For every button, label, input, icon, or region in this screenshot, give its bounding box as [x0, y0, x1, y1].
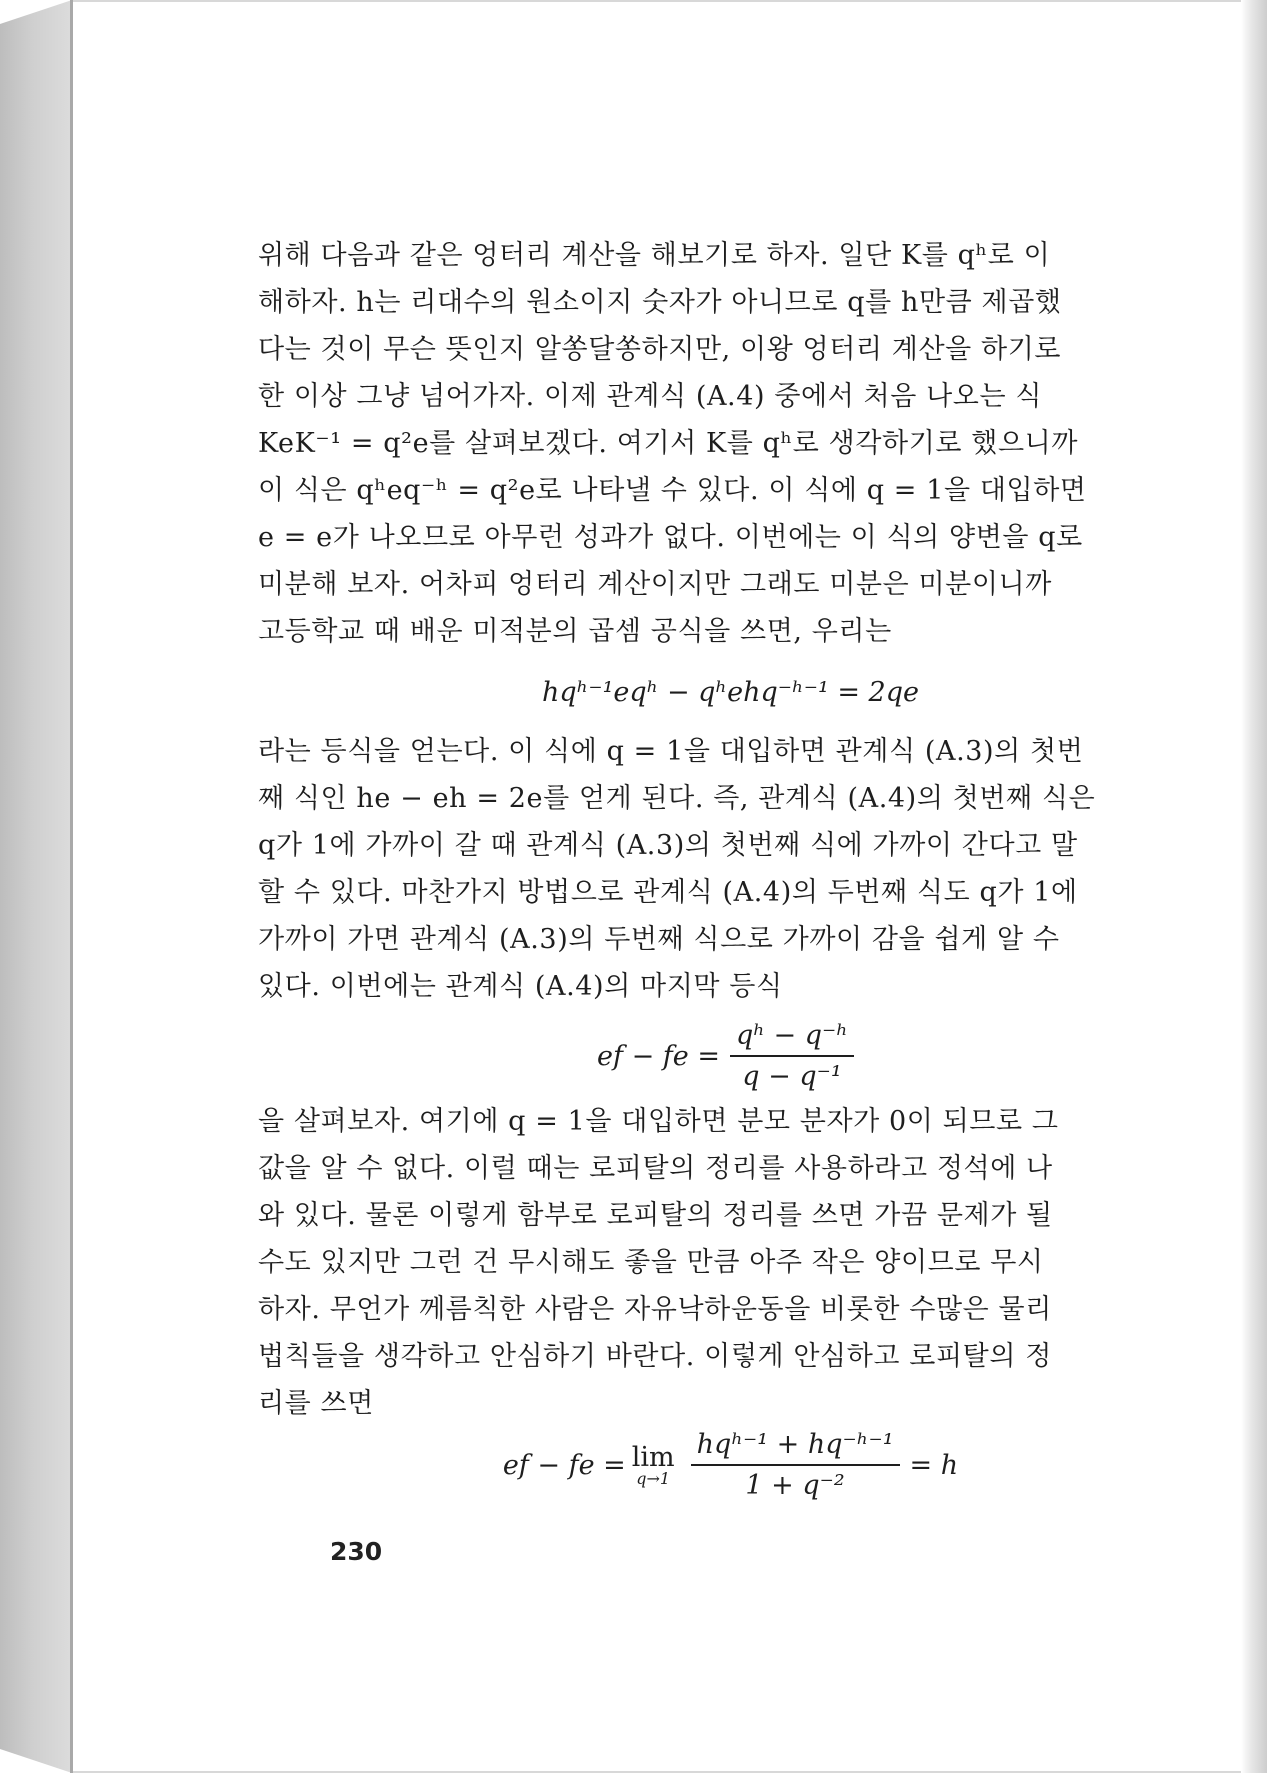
- paragraph-1: [258, 232, 1203, 655]
- text-line: KeK⁻¹ = q²e를 살펴보겠다. 여기서 K를 qʰ로 생각하기로 했으니까: [258, 428, 1078, 459]
- fraction-numerator: qʰ − q⁻ʰ: [730, 1020, 854, 1057]
- text-line: 이 식은 qʰeq⁻ʰ = q²e로 나타낼 수 있다. 이 식에 q = 1을 대입하면: [258, 475, 1087, 506]
- fraction: [691, 1429, 900, 1501]
- text-line: 위해 다음과 같은 엉터리 계산을 해보기로 하자. 일단 K를 qʰ로 이: [258, 240, 1051, 271]
- limit-subscript: q→1: [636, 1469, 671, 1488]
- text-line: 을 살펴보자. 여기에 q = 1을 대입하면 분모 분자가 0이 되므로 그: [258, 1106, 1059, 1137]
- fraction-numerator: hqʰ⁻¹ + hq⁻ʰ⁻¹: [691, 1429, 900, 1466]
- equation-lhopital-limit: [258, 1429, 1203, 1501]
- text-line: 리를 쓰면: [258, 1388, 374, 1419]
- text-line: 한 이상 그냥 넘어가자. 이제 관계식 (A.4) 중에서 처음 나오는 식: [258, 381, 1043, 412]
- text-line: 가까이 가면 관계식 (A.3)의 두번째 식으로 가까이 감을 쉽게 알 수: [258, 924, 1060, 955]
- text-line: 값을 알 수 없다. 이럴 때는 로피탈의 정리를 사용하라고 정석에 나: [258, 1153, 1053, 1184]
- text-line: 미분해 보자. 어차피 엉터리 계산이지만 그래도 미분은 미분이니까: [258, 569, 1052, 600]
- text-line: 수도 있지만 그런 건 무시해도 좋을 만큼 아주 작은 양이므로 무시: [258, 1247, 1044, 1278]
- fraction: [730, 1020, 854, 1092]
- limit-operator: [632, 1442, 675, 1488]
- text-line: 할 수 있다. 마찬가지 방법으로 관계식 (A.4)의 두번째 식도 q가 1에: [258, 877, 1078, 908]
- fraction-denominator: 1 + q⁻²: [745, 1470, 845, 1501]
- fraction-denominator: q − q⁻¹: [742, 1061, 842, 1092]
- text-line: 고등학교 때 배운 미적분의 곱셈 공식을 쓰면, 우리는: [258, 616, 892, 647]
- equation-lhs: ef − fe =: [502, 1449, 626, 1481]
- equation-rhs: = h: [909, 1449, 959, 1481]
- text-line: e = e가 나오므로 아무런 성과가 없다. 이번에는 이 식의 양변을 q로: [258, 522, 1083, 553]
- text-line: 다는 것이 무슨 뜻인지 알쏭달쏭하지만, 이왕 엉터리 계산을 하기로: [258, 334, 1062, 365]
- page-number: 230: [330, 1537, 383, 1566]
- text-line: 법칙들을 생각하고 안심하기 바란다. 이렇게 안심하고 로피탈의 정: [258, 1341, 1052, 1372]
- text-line: 하자. 무언가 께름칙한 사람은 자유낙하운동을 비롯한 수많은 물리: [258, 1294, 1052, 1325]
- equation-lhs: ef − fe =: [597, 1040, 720, 1072]
- equation-ef-fe-fraction: [258, 1020, 1203, 1092]
- book-spine-side: [0, 0, 72, 1773]
- equation-product-rule: hqʰ⁻¹eqʰ − qʰehq⁻ʰ⁻¹ = 2qe: [541, 677, 919, 708]
- limit-label: lim: [631, 1442, 675, 1473]
- book-page: [73, 0, 1241, 1773]
- text-line: 있다. 이번에는 관계식 (A.4)의 마지막 등식: [258, 971, 783, 1002]
- text-line: q가 1에 가까이 갈 때 관계식 (A.3)의 첫번째 식에 가까이 간다고 말: [258, 830, 1078, 861]
- page-content: [258, 232, 1203, 1501]
- text-line: 라는 등식을 얻는다. 이 식에 q = 1을 대입하면 관계식 (A.3)의 첫번: [258, 736, 1084, 767]
- text-line: 해하자. h는 리대수의 원소이지 숫자가 아니므로 q를 h만큼 제곱했: [258, 287, 1062, 318]
- paragraph-2: [258, 728, 1203, 1010]
- book-right-edge: [1241, 0, 1267, 1773]
- text-line: 와 있다. 물론 이렇게 함부로 로피탈의 정리를 쓰면 가끔 문제가 될: [258, 1200, 1053, 1231]
- text-line: 째 식인 he − eh = 2e를 얻게 된다. 즉, 관계식 (A.4)의 첫번째 식은: [258, 783, 1096, 814]
- paragraph-3: [258, 1098, 1203, 1427]
